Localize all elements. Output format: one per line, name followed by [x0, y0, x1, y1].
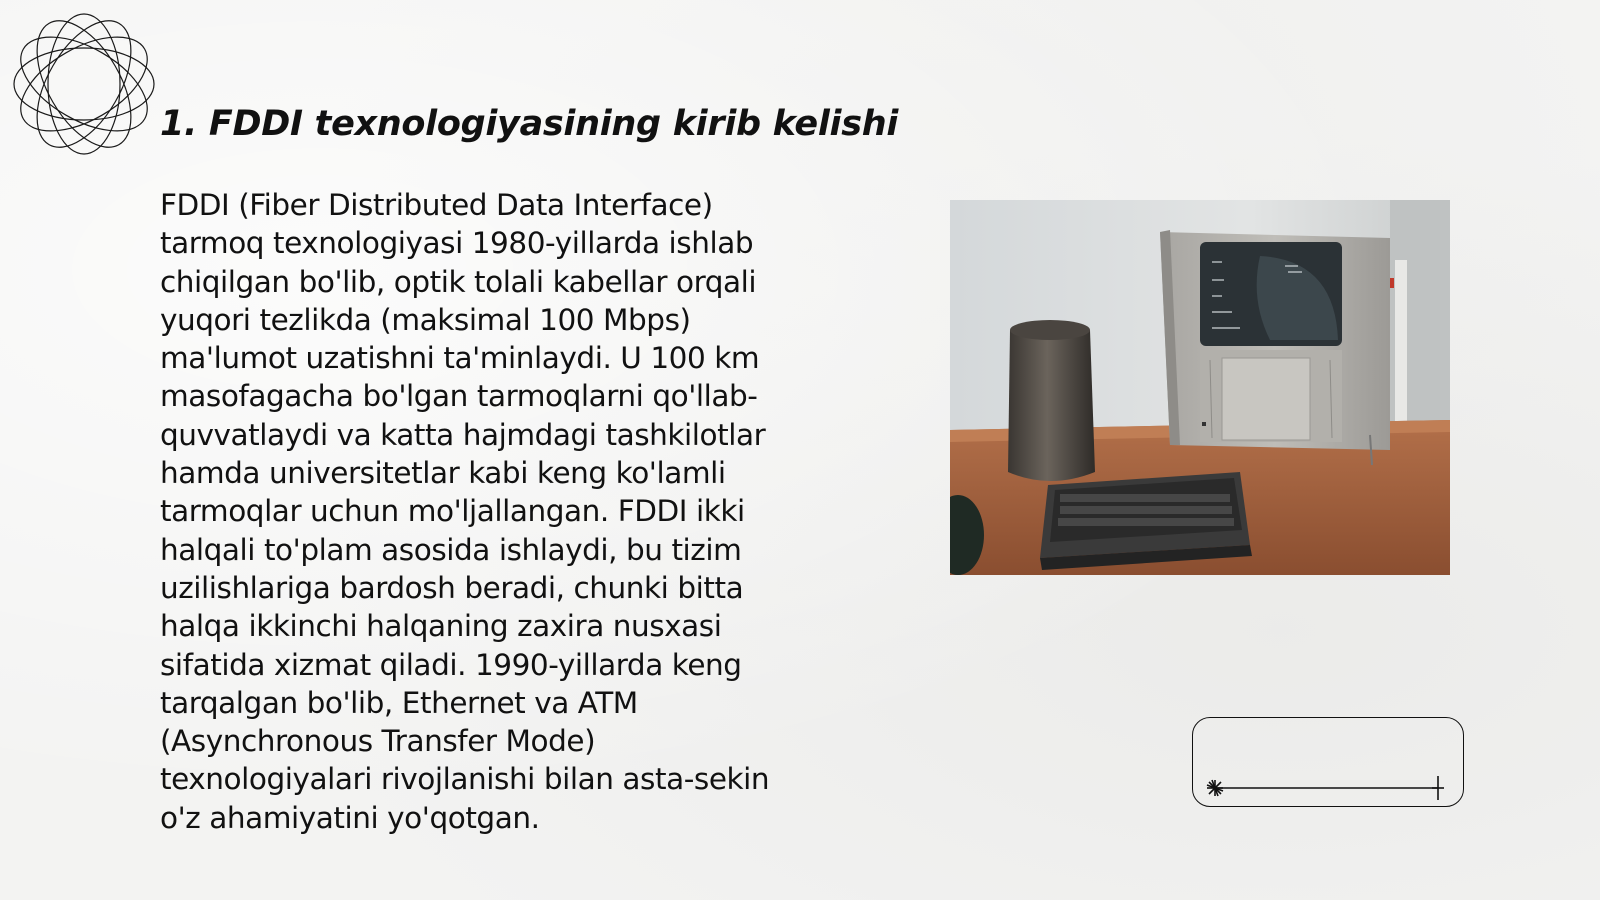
- body-line: ma'lumot uzatishni ta'minlaydi. U 100 km: [160, 341, 760, 376]
- rosette-ornament-icon: [8, 8, 160, 160]
- body-line: tarmoqlar uchun mo'ljallangan. FDDI ikki: [160, 494, 745, 529]
- starburst-icon: [1207, 780, 1223, 796]
- body-line: sifatida xizmat qiladi. 1990-yillarda keng: [160, 647, 742, 682]
- body-line: masofagacha bo'lgan tarmoqlarni qo'llab-: [160, 379, 758, 414]
- body-line: halqa ikkinchi halqaning zaxira nusxasi: [160, 609, 722, 644]
- body-line: (Asynchronous Transfer Mode): [160, 724, 596, 759]
- timeline-decoration: [1192, 717, 1464, 807]
- body-line: tarmoq texnologiyasi 1980-yillarda ishlab: [160, 226, 754, 261]
- body-line: FDDI (Fiber Distributed Data Interface): [160, 188, 713, 222]
- body-line: chiqilgan bo'lib, optik tolali kabellar orqali: [160, 264, 757, 299]
- body-line: tarqalgan bo'lib, Ethernet va ATM: [160, 685, 638, 720]
- body-line: hamda universitetlar kabi keng ko'lamli: [160, 456, 726, 491]
- computer-photo: [950, 200, 1450, 575]
- slide-title: 1. FDDI texnologiyasining kirib kelishi: [160, 104, 899, 144]
- body-line: texnologiyalari rivojlanishi bilan asta-sekin: [160, 762, 770, 797]
- body-line: yuqori tezlikda (maksimal 100 Mbps): [160, 302, 691, 337]
- body-line: halqali to'plam asosida ishlaydi, bu tizim: [160, 532, 742, 567]
- slide-body-text: [160, 186, 820, 837]
- body-line: quvvatlaydi va katta hajmdagi tashkilotlar: [160, 417, 766, 452]
- body-line: o'z ahamiyatini yo'qotgan.: [160, 800, 540, 835]
- body-line: uzilishlariga bardosh beradi, chunki bitta: [160, 570, 744, 605]
- cross-marker-icon: [1432, 776, 1444, 800]
